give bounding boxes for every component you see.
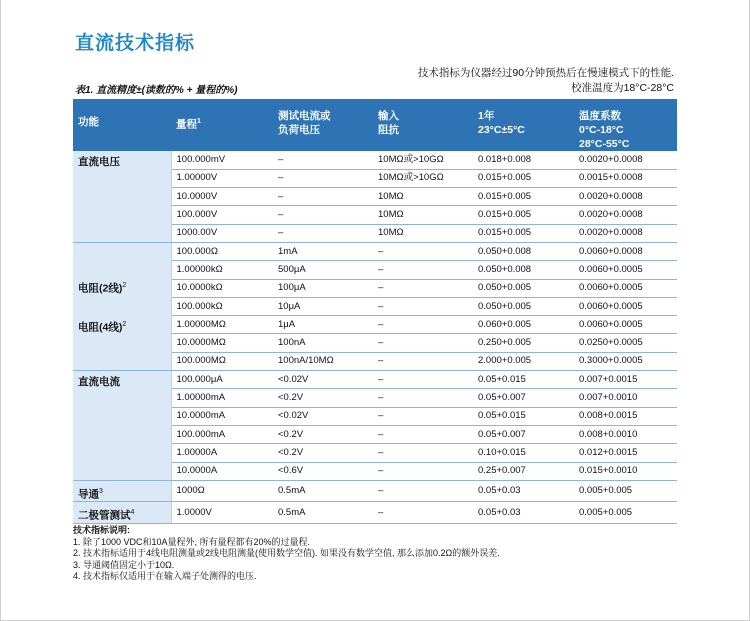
cell-temp-coefficient: 0.0060+0.0008 [574, 242, 677, 260]
cell-input-impedance: – [373, 502, 473, 524]
header-one-year: 1年 23°C±5°C [473, 99, 574, 151]
cell-input-impedance: – [373, 242, 473, 260]
cell-temp-coefficient: 0.007+0.0015 [574, 371, 677, 389]
table-row [73, 502, 677, 524]
cell-input-impedance: – [373, 334, 473, 352]
cell-range: 100.000kΩ [171, 297, 273, 315]
cell-one-year: 0.05+0.03 [473, 502, 574, 524]
cell-test-current: – [273, 188, 373, 206]
cell-temp-coefficient: 0.0060+0.0005 [574, 279, 677, 297]
cell-test-current: <0.2V [273, 389, 373, 407]
table-header-row [73, 99, 677, 151]
cell-input-impedance: – [373, 425, 473, 443]
cell-test-current: 100nA [273, 334, 373, 352]
group-dc-voltage: 直流电压 [73, 151, 171, 242]
cell-range: 1000Ω [171, 480, 273, 502]
cell-input-impedance: – [373, 297, 473, 315]
cell-temp-coefficient: 0.3000+0.0005 [574, 352, 677, 370]
cell-temp-coefficient: 0.0060+0.0005 [574, 297, 677, 315]
cell-one-year: 0.050+0.008 [473, 261, 574, 279]
cell-one-year: 0.05+0.007 [473, 389, 574, 407]
cell-range: 1.0000V [171, 502, 273, 524]
cell-test-current: 0.5mA [273, 502, 373, 524]
table-row [73, 371, 677, 389]
cell-temp-coefficient: 0.005+0.005 [574, 480, 677, 502]
note-item: 2. 技术指标适用于4线电阻测量或2线电阻测量(使用数学空值). 如果没有数学空值, 那么添加0.2Ω的额外误差. [73, 548, 500, 558]
cell-test-current: <0.02V [273, 371, 373, 389]
header-range-footnote: 1 [197, 118, 201, 125]
cell-one-year: 0.015+0.005 [473, 224, 574, 242]
cell-temp-coefficient: 0.0060+0.0005 [574, 261, 677, 279]
cell-test-current: 500μA [273, 261, 373, 279]
table-row [73, 480, 677, 502]
cell-input-impedance: – [373, 352, 473, 370]
cell-range: 10.0000MΩ [171, 334, 273, 352]
header-test-current: 测试电流或 负荷电压 [273, 99, 373, 151]
cell-input-impedance: – [373, 371, 473, 389]
cell-temp-coefficient: 0.0250+0.0005 [574, 334, 677, 352]
page-frame-left [0, 0, 1, 621]
cell-test-current: <0.6V [273, 462, 373, 480]
header-range: 量程$^1$ [171, 99, 273, 151]
cell-one-year: 0.015+0.005 [473, 169, 574, 187]
cell-one-year: 0.05+0.015 [473, 407, 574, 425]
cell-one-year: 0.050+0.005 [473, 297, 574, 315]
cell-input-impedance: 10MΩ [373, 188, 473, 206]
cell-one-year: 0.05+0.015 [473, 371, 574, 389]
cell-test-current: – [273, 224, 373, 242]
cell-temp-coefficient: 0.007+0.0010 [574, 389, 677, 407]
cell-temp-coefficient: 0.0020+0.0008 [574, 224, 677, 242]
cell-range: 10.0000V [171, 188, 273, 206]
note-item: 3. 导通阈值固定小于10Ω. [73, 559, 175, 570]
cell-range: 100.000V [171, 206, 273, 224]
cell-input-impedance: – [373, 444, 473, 462]
cell-temp-coefficient: 0.0020+0.0008 [574, 206, 677, 224]
cell-temp-coefficient: 0.015+0.0010 [574, 462, 677, 480]
cell-test-current: 1μA [273, 316, 373, 334]
group-diode-test: 二极管测试$^4$ [73, 502, 171, 524]
cell-test-current: – [273, 206, 373, 224]
cell-one-year: 0.060+0.005 [473, 316, 574, 334]
cell-test-current: <0.2V [273, 444, 373, 462]
header-input-impedance: 输入 阻抗 [373, 99, 473, 151]
page-title: 直流技术指标 [75, 33, 196, 54]
cell-test-current: 100nA/10MΩ [273, 352, 373, 370]
cell-range: 1.00000kΩ [171, 261, 273, 279]
header-function: 功能 [73, 99, 171, 151]
cell-input-impedance: – [373, 316, 473, 334]
group-continuity: 导通$^3$ [73, 480, 171, 502]
cell-input-impedance: – [373, 462, 473, 480]
cell-range: 100.000mA [171, 425, 273, 443]
group-resistance [73, 242, 171, 370]
cell-one-year: 0.018+0.008 [473, 151, 574, 169]
cell-test-current: 10μA [273, 297, 373, 315]
intro-text [418, 66, 674, 96]
intro-line-2: 校准温度为18°C-28°C [571, 82, 674, 94]
cell-test-current: 1mA [273, 242, 373, 260]
cell-test-current: <0.02V [273, 407, 373, 425]
cell-temp-coefficient: 0.0060+0.0005 [574, 316, 677, 334]
cell-input-impedance: – [373, 261, 473, 279]
spec-notes [73, 525, 500, 583]
cell-one-year: 0.250+0.005 [473, 334, 574, 352]
cell-input-impedance: – [373, 407, 473, 425]
cell-one-year: 0.25+0.007 [473, 462, 574, 480]
table-caption: 表1. 直流精度±(读数的% + 量程的%) [75, 85, 238, 96]
intro-line-1: 技术指标为仪器经过90分钟预热后在慢速模式下的性能. [417, 67, 674, 79]
group-resistance-2wire: 电阻(2线)$^2$ [78, 282, 127, 295]
group-dc-current: 直流电流 [73, 371, 171, 481]
cell-one-year: 0.050+0.008 [473, 242, 574, 260]
cell-temp-coefficient: 0.0020+0.0008 [574, 188, 677, 206]
cell-range: 100.000μA [171, 371, 273, 389]
cell-test-current: – [273, 169, 373, 187]
dc-spec-table [73, 99, 677, 524]
cell-range: 10.0000mA [171, 407, 273, 425]
cell-one-year: 2.000+0.005 [473, 352, 574, 370]
cell-input-impedance: 10MΩ [373, 224, 473, 242]
group-resistance-4wire: 电阻(4线)$^2$ [78, 320, 127, 334]
cell-range: 10.0000kΩ [171, 279, 273, 297]
cell-input-impedance: 10MΩ [373, 206, 473, 224]
cell-one-year: 0.015+0.005 [473, 206, 574, 224]
cell-range: 100.000Ω [171, 242, 273, 260]
cell-one-year: 0.10+0.015 [473, 444, 574, 462]
table-row [73, 242, 677, 260]
note-item: 4. 技术指标仅适用于在输入端子处测得的电压. [73, 571, 257, 581]
cell-temp-coefficient: 0.0020+0.0008 [574, 151, 677, 169]
cell-temp-coefficient: 0.005+0.005 [574, 502, 677, 524]
header-temp-coefficient: 温度系数 0°C-18°C 28°C-55°C [574, 99, 677, 151]
cell-range: 1.00000A [171, 444, 273, 462]
cell-input-impedance: – [373, 480, 473, 502]
cell-temp-coefficient: 0.012+0.0015 [574, 444, 677, 462]
cell-range: 100.000MΩ [171, 352, 273, 370]
cell-one-year: 0.05+0.007 [473, 425, 574, 443]
cell-range: 1.00000V [171, 169, 273, 187]
cell-input-impedance: – [373, 389, 473, 407]
cell-test-current: 0.5mA [273, 480, 373, 502]
note-item: 1. 除了1000 VDC和10A量程外, 所有量程都有20%的过量程. [73, 536, 311, 547]
table-row [73, 151, 677, 169]
cell-temp-coefficient: 0.0015+0.0008 [574, 169, 677, 187]
cell-range: 100.000mV [171, 151, 273, 169]
cell-range: 1.00000MΩ [171, 316, 273, 334]
cell-test-current: 100μA [273, 279, 373, 297]
cell-one-year: 0.050+0.005 [473, 279, 574, 297]
cell-input-impedance: 10MΩ或>10GΩ [373, 169, 473, 187]
cell-one-year: 0.015+0.005 [473, 188, 574, 206]
cell-input-impedance: – [373, 279, 473, 297]
cell-test-current: <0.2V [273, 425, 373, 443]
cell-test-current: – [273, 151, 373, 169]
cell-temp-coefficient: 0.008+0.0015 [574, 407, 677, 425]
cell-range: 10.0000A [171, 462, 273, 480]
cell-range: 1000.00V [171, 224, 273, 242]
notes-title: 技术指标说明: [73, 525, 130, 535]
cell-range: 1.00000mA [171, 389, 273, 407]
cell-input-impedance: 10MΩ或>10GΩ [373, 151, 473, 169]
cell-one-year: 0.05+0.03 [473, 480, 574, 502]
cell-temp-coefficient: 0.008+0.0010 [574, 425, 677, 443]
